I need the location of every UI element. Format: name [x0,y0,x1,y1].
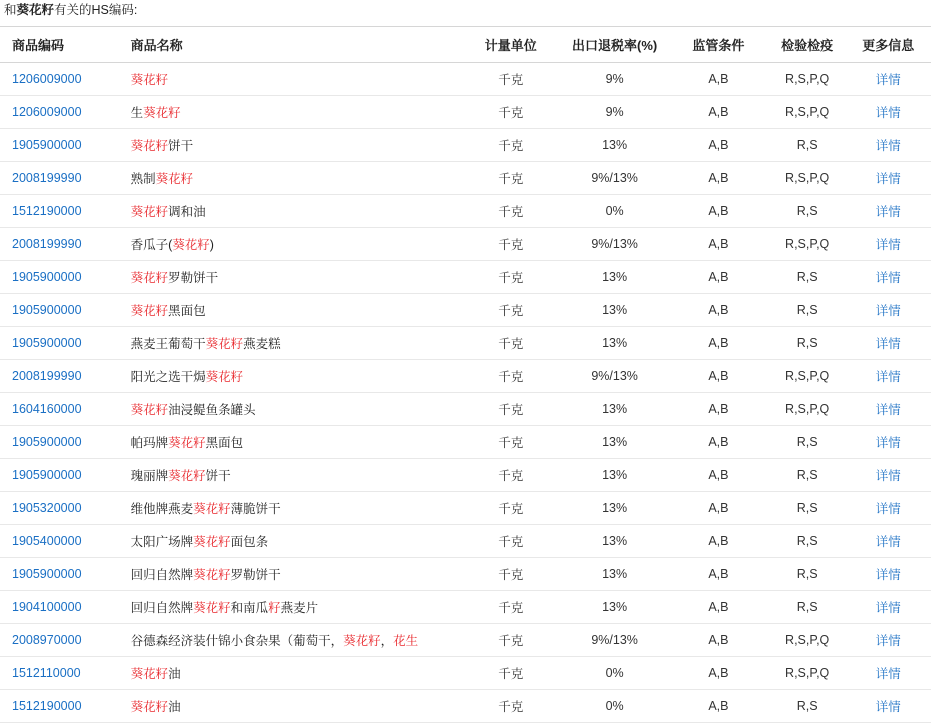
cell-inspection: R,S,P,Q [763,228,852,261]
cell-product-name [119,657,467,690]
detail-link[interactable]: 详情 [875,436,901,450]
table-row [0,393,931,426]
name-highlight: 葵花籽 [168,469,206,483]
cell-unit: 千克 [466,129,555,162]
cell-rate: 13% [555,591,674,624]
table-row [0,129,931,162]
name-highlight: 葵花籽 [130,304,169,318]
cell-unit: 千克 [466,393,555,426]
cell-product-name [119,294,467,327]
name-highlight: 籽 [268,601,281,615]
cell-product-name [119,195,467,228]
cell-code [0,657,119,690]
name-text: 黑面包 [168,304,206,318]
intro-suffix: 有关的HS编码: [54,3,138,17]
cell-more [852,261,931,294]
name-text: 面包条 [230,535,269,549]
cell-more [852,360,931,393]
cell-unit: 千克 [466,657,555,690]
name-text: 帕玛牌 [130,436,169,450]
table-header-row [0,27,931,63]
name-text: 回归自然牌 [130,601,194,615]
hs-code-link[interactable]: 1905900000 [12,435,82,449]
cell-product-name [119,525,467,558]
cell-product-name [119,558,467,591]
name-highlight: 葵花籽 [193,568,231,582]
name-text: 熟制 [130,172,156,186]
cell-inspection: R,S,P,Q [763,657,852,690]
cell-unit: 千克 [466,96,555,129]
cell-supervision: A,B [674,261,763,294]
hs-code-link[interactable]: 2008970000 [12,633,82,647]
cell-rate: 0% [555,195,674,228]
header-more: 更多信息 [852,27,931,63]
cell-product-name [119,624,467,657]
table-row [0,426,931,459]
name-text: 太阳广场牌 [130,535,194,549]
cell-inspection: R,S [763,129,852,162]
cell-supervision: A,B [674,228,763,261]
cell-unit: 千克 [466,690,555,723]
hs-code-link[interactable]: 1904100000 [12,600,82,614]
cell-product-name [119,327,467,360]
name-highlight: 葵花籽 [130,73,169,87]
cell-code [0,393,119,426]
table-row [0,360,931,393]
cell-unit: 千克 [466,558,555,591]
table-row [0,195,931,228]
table-row [0,492,931,525]
detail-link[interactable]: 详情 [875,700,901,714]
cell-product-name [119,690,467,723]
cell-code [0,492,119,525]
name-highlight: 葵花籽 [193,601,231,615]
cell-more [852,63,931,96]
cell-code [0,426,119,459]
cell-product-name [119,63,467,96]
detail-link[interactable]: 详情 [875,238,901,252]
cell-inspection: R,S [763,426,852,459]
cell-more [852,96,931,129]
table-row [0,690,931,723]
table-row [0,327,931,360]
name-highlight: 葵花籽 [143,106,181,120]
cell-rate: 9%/13% [555,624,674,657]
cell-code [0,327,119,360]
name-text: 罗勒饼干 [168,271,219,285]
cell-product-name [119,129,467,162]
name-text: 燕麦片 [280,601,319,615]
hs-code-table [0,26,931,723]
cell-more [852,492,931,525]
cell-rate: 13% [555,129,674,162]
name-text: 燕麦糕 [243,337,281,351]
detail-link[interactable]: 详情 [875,535,901,549]
cell-supervision: A,B [674,459,763,492]
cell-supervision: A,B [674,525,763,558]
cell-rate: 13% [555,426,674,459]
intro-prefix: 和 [4,3,17,17]
cell-more [852,525,931,558]
name-text: 油 [168,667,181,681]
name-text: 油 [168,700,181,714]
cell-code [0,228,119,261]
cell-code [0,261,119,294]
cell-rate: 13% [555,393,674,426]
cell-unit: 千克 [466,525,555,558]
name-highlight: 花生 [393,634,419,648]
cell-inspection: R,S [763,492,852,525]
name-text: 和南瓜 [230,601,269,615]
hs-code-link[interactable]: 2008199990 [12,237,82,251]
cell-unit: 千克 [466,360,555,393]
name-text: 谷德森经济装什锦小食杂果（葡萄干， [130,634,344,648]
intro-keyword: 葵花籽 [16,3,55,17]
cell-inspection: R,S [763,327,852,360]
cell-unit: 千克 [466,624,555,657]
name-highlight: 葵花籽 [205,370,244,384]
cell-more [852,294,931,327]
cell-code [0,162,119,195]
cell-inspection: R,S [763,195,852,228]
cell-inspection: R,S [763,459,852,492]
name-text: 生 [130,106,144,120]
name-text: 罗勒饼干 [230,568,281,582]
cell-supervision: A,B [674,657,763,690]
cell-more [852,129,931,162]
cell-product-name [119,393,467,426]
hs-code-link[interactable]: 2008199990 [12,171,82,185]
cell-code [0,525,119,558]
cell-inspection: R,S [763,294,852,327]
cell-rate: 13% [555,492,674,525]
cell-more [852,690,931,723]
cell-product-name [119,426,467,459]
hs-code-link[interactable]: 1206009000 [12,105,82,119]
cell-more [852,162,931,195]
cell-code [0,558,119,591]
cell-inspection: R,S,P,Q [763,162,852,195]
cell-rate: 9% [555,96,674,129]
cell-product-name [119,459,467,492]
cell-supervision: A,B [674,558,763,591]
name-text: 薄脆饼干 [230,502,281,516]
cell-supervision: A,B [674,294,763,327]
hs-code-link[interactable]: 1905900000 [12,303,82,317]
hs-code-link[interactable]: 1512110000 [12,666,81,680]
hs-code-link[interactable]: 1905400000 [12,534,82,548]
hs-code-link[interactable]: 1604160000 [12,402,82,416]
cell-supervision: A,B [674,624,763,657]
header-supervision: 监管条件 [674,27,763,63]
cell-rate: 9%/13% [555,360,674,393]
name-text: 回归自然牌 [130,568,194,582]
cell-inspection: R,S [763,558,852,591]
table-header [0,27,931,63]
cell-product-name [119,162,467,195]
name-highlight: 葵花籽 [130,205,169,219]
name-highlight: 葵花籽 [130,139,169,153]
name-text: 饼干 [168,139,194,153]
cell-rate: 13% [555,558,674,591]
cell-rate: 0% [555,657,674,690]
detail-link[interactable]: 详情 [875,403,901,417]
cell-code [0,129,119,162]
name-highlight: 葵花籽 [343,634,381,648]
detail-link[interactable]: 详情 [875,139,901,153]
detail-link[interactable]: 详情 [875,502,901,516]
cell-more [852,624,931,657]
name-highlight: 葵花籽 [172,238,210,252]
detail-link[interactable]: 详情 [875,667,901,681]
intro-text [0,0,931,26]
cell-product-name [119,261,467,294]
hs-code-link[interactable]: 1905900000 [12,138,82,152]
detail-link[interactable]: 详情 [875,73,901,87]
name-text: 黑面包 [205,436,244,450]
name-highlight: 葵花籽 [130,700,169,714]
cell-code [0,624,119,657]
cell-inspection: R,S,P,Q [763,360,852,393]
cell-inspection: R,S,P,Q [763,96,852,129]
name-text: 燕麦王葡萄干 [130,337,206,351]
name-text: 香瓜子( [130,238,173,252]
header-rate: 出口退税率(%) [555,27,674,63]
cell-inspection: R,S,P,Q [763,63,852,96]
table-row [0,96,931,129]
hs-code-link[interactable]: 1905900000 [12,270,82,284]
cell-unit: 千克 [466,294,555,327]
cell-rate: 13% [555,327,674,360]
cell-code [0,459,119,492]
table-row [0,261,931,294]
cell-unit: 千克 [466,459,555,492]
name-text: 维他牌燕麦 [130,502,194,516]
cell-unit: 千克 [466,327,555,360]
header-unit: 计量单位 [466,27,555,63]
name-text: 油浸鳀鱼条罐头 [168,403,256,417]
detail-link[interactable]: 详情 [875,106,901,120]
cell-code [0,294,119,327]
cell-supervision: A,B [674,690,763,723]
table-row [0,558,931,591]
hs-code-link[interactable]: 2008199990 [12,369,82,383]
cell-code [0,360,119,393]
cell-more [852,426,931,459]
cell-unit: 千克 [466,195,555,228]
cell-rate: 13% [555,294,674,327]
name-text: ， [380,634,394,648]
table-row [0,63,931,96]
cell-inspection: R,S [763,525,852,558]
cell-code [0,96,119,129]
cell-supervision: A,B [674,162,763,195]
cell-more [852,228,931,261]
hs-code-link[interactable]: 1905900000 [12,567,82,581]
name-text: 调和油 [168,205,206,219]
detail-link[interactable]: 详情 [875,601,901,615]
cell-product-name [119,228,467,261]
hs-code-link[interactable]: 1206009000 [12,72,82,86]
cell-product-name [119,96,467,129]
detail-link[interactable]: 详情 [875,172,901,186]
cell-code [0,63,119,96]
cell-code [0,690,119,723]
name-highlight: 葵花籽 [130,271,169,285]
name-highlight: 葵花籽 [193,535,231,549]
table-row [0,624,931,657]
table-row [0,525,931,558]
cell-inspection: R,S [763,591,852,624]
cell-unit: 千克 [466,591,555,624]
cell-product-name [119,591,467,624]
cell-inspection: R,S,P,Q [763,624,852,657]
name-text: 饼干 [205,469,231,483]
detail-link[interactable]: 详情 [875,304,901,318]
hs-code-link[interactable]: 1905900000 [12,336,82,350]
name-text: ) [209,238,214,252]
name-highlight: 葵花籽 [193,502,231,516]
detail-link[interactable]: 详情 [875,568,901,582]
hs-code-link[interactable]: 1512190000 [12,699,82,713]
name-highlight: 葵花籽 [168,436,206,450]
cell-supervision: A,B [674,591,763,624]
cell-product-name [119,360,467,393]
cell-supervision: A,B [674,492,763,525]
cell-code [0,195,119,228]
header-inspection: 检验检疫 [763,27,852,63]
cell-more [852,591,931,624]
cell-rate: 9% [555,63,674,96]
cell-rate: 13% [555,261,674,294]
detail-link[interactable]: 详情 [875,205,901,219]
hs-code-link[interactable]: 1512190000 [12,204,82,218]
table-row [0,228,931,261]
cell-supervision: A,B [674,327,763,360]
header-name: 商品名称 [119,27,467,63]
hs-code-link[interactable]: 1905320000 [12,501,82,515]
detail-link[interactable]: 详情 [875,337,901,351]
cell-supervision: A,B [674,63,763,96]
cell-supervision: A,B [674,96,763,129]
cell-unit: 千克 [466,228,555,261]
cell-more [852,195,931,228]
cell-unit: 千克 [466,63,555,96]
header-code: 商品编码 [0,27,119,63]
table-row [0,294,931,327]
cell-unit: 千克 [466,162,555,195]
cell-rate: 13% [555,525,674,558]
cell-unit: 千克 [466,492,555,525]
cell-more [852,393,931,426]
cell-rate: 0% [555,690,674,723]
cell-more [852,558,931,591]
table-row [0,657,931,690]
cell-rate: 13% [555,459,674,492]
cell-more [852,327,931,360]
cell-more [852,459,931,492]
cell-rate: 9%/13% [555,228,674,261]
detail-link[interactable]: 详情 [875,469,901,483]
cell-supervision: A,B [674,360,763,393]
detail-link[interactable]: 详情 [875,271,901,285]
cell-inspection: R,S [763,690,852,723]
cell-unit: 千克 [466,261,555,294]
cell-supervision: A,B [674,426,763,459]
name-highlight: 葵花籽 [130,403,169,417]
cell-more [852,657,931,690]
detail-link[interactable]: 详情 [875,370,901,384]
cell-unit: 千克 [466,426,555,459]
table-row [0,162,931,195]
name-text: 阳光之选干焗 [130,370,206,384]
cell-supervision: A,B [674,195,763,228]
cell-inspection: R,S [763,261,852,294]
cell-rate: 9%/13% [555,162,674,195]
cell-inspection: R,S,P,Q [763,393,852,426]
name-highlight: 葵花籽 [205,337,244,351]
name-text: 瑰丽牌 [130,469,169,483]
cell-product-name [119,492,467,525]
detail-link[interactable]: 详情 [875,634,901,648]
cell-code [0,591,119,624]
hs-code-link[interactable]: 1905900000 [12,468,82,482]
name-highlight: 葵花籽 [155,172,194,186]
table-row [0,591,931,624]
table-row [0,459,931,492]
name-highlight: 葵花籽 [130,667,169,681]
cell-supervision: A,B [674,129,763,162]
cell-supervision: A,B [674,393,763,426]
